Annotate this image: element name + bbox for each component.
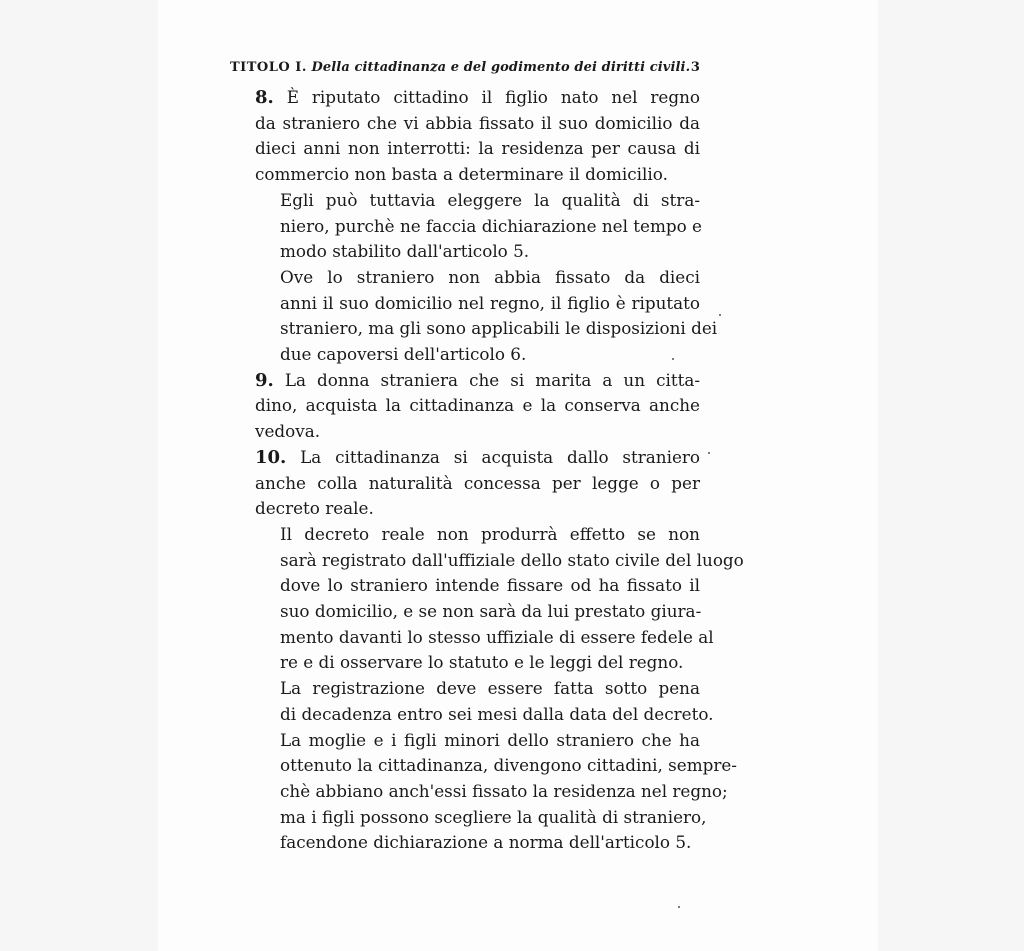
line-text: Il decreto reale non produrrà effetto se non [280, 523, 700, 544]
line-text: sarà registrato dall'uffiziale dello stato civile del luogo [280, 549, 744, 570]
paragraph [230, 676, 714, 727]
text-line [230, 342, 700, 368]
text-line [230, 522, 700, 548]
header-title-text: Della cittadinanza e del godimento dei diritti civili. [311, 60, 691, 75]
article-number: 9. [255, 369, 274, 391]
line-text: da straniero che vi abbia fissato il suo domicilio da [255, 112, 700, 133]
header-title [230, 60, 690, 75]
scan-speck [678, 906, 680, 908]
text-line [230, 779, 728, 805]
text-line [230, 830, 700, 856]
line-text: mento davanti lo stesso uffiziale di essere fedele al [280, 626, 714, 647]
line-text: dove lo straniero intende fissare od ha fissato il [280, 575, 700, 596]
line-text: commercio non basta a determinare il domicilio. [255, 164, 668, 185]
text-line [230, 188, 700, 214]
line-text: decreto reale. [255, 498, 374, 519]
text-line [230, 548, 744, 574]
scan-speck [719, 314, 721, 316]
line-text: due capoversi dell'articolo 6. [280, 344, 527, 365]
text-line [230, 496, 700, 522]
text-line [230, 162, 700, 188]
text-line [230, 136, 700, 162]
text-line [230, 265, 700, 291]
line-text: niero, purchè ne faccia dichiarazione nel tempo e [280, 215, 702, 236]
text-line [230, 419, 700, 445]
text-line [230, 471, 700, 497]
paragraph [230, 265, 718, 368]
line-text: La cittadinanza si acquista dallo straniero [300, 446, 700, 467]
line-text: ma i figli possono scegliere la qualità di straniero, [280, 806, 707, 827]
text-line [230, 753, 737, 779]
text-line [230, 625, 714, 651]
paragraph [230, 728, 737, 857]
text-line [230, 702, 714, 728]
line-text: straniero, ma gli sono applicabili le disposizioni dei [280, 318, 718, 339]
text-line [230, 650, 700, 676]
line-text: anche colla naturalità concessa per legge o per [255, 472, 700, 493]
scan-speck [672, 358, 674, 360]
line-text: anni il suo domicilio nel regno, il figlio è riputato [280, 292, 700, 313]
paragraph [230, 188, 700, 265]
text-line [230, 291, 700, 317]
text-line [230, 573, 700, 599]
article-number: 10. [255, 446, 287, 468]
article-paragraph [230, 445, 700, 522]
text-line [230, 805, 707, 831]
line-text: facendone dichiarazione a norma dell'articolo 5. [280, 832, 692, 853]
header-part-number: TITOLO I. [230, 60, 307, 75]
line-text: È riputato cittadino il figlio nato nel regno [286, 87, 701, 107]
text-line [230, 599, 700, 625]
page-number: 3 [690, 60, 700, 75]
text-line [230, 214, 700, 240]
text-line [230, 728, 700, 754]
text-line [230, 676, 700, 702]
line-text: suo domicilio, e se non sarà da lui prestato giura- [280, 601, 702, 622]
line-text: vedova. [255, 421, 321, 442]
line-text: dino, acquista la cittadinanza e la conserva anche [255, 395, 700, 416]
paragraph [230, 522, 744, 676]
text-line [230, 85, 700, 111]
document-page [230, 60, 744, 856]
text-line [230, 393, 700, 419]
line-text: La registrazione deve essere fatta sotto pena [280, 678, 700, 699]
text-line [230, 239, 700, 265]
line-text: La moglie e i figli minori dello straniero che ha [280, 729, 700, 750]
article-paragraph [230, 85, 700, 188]
line-text: dieci anni non interrotti: la residenza per causa di [255, 138, 700, 159]
running-header [230, 60, 700, 75]
text-line [230, 111, 700, 137]
text-line [230, 445, 700, 471]
line-text: Egli può tuttavia eleggere la qualità di stra- [280, 189, 700, 210]
article-paragraph [230, 368, 700, 445]
article-number: 8. [255, 87, 274, 108]
line-text: chè abbiano anch'essi fissato la residenza nel regno; [280, 780, 728, 801]
line-text: modo stabilito dall'articolo 5. [280, 241, 530, 262]
line-text: re e di osservare lo statuto e le leggi del regno. [280, 652, 684, 673]
scan-speck [708, 452, 710, 454]
text-line [230, 368, 700, 394]
document-body [230, 85, 744, 856]
line-text: ottenuto la cittadinanza, divengono cittadini, sempre- [280, 755, 737, 776]
line-text: La donna straniera che si marita a un citta- [284, 369, 700, 390]
line-text: Ove lo straniero non abbia fissato da dieci [280, 266, 700, 287]
text-line [230, 316, 718, 342]
line-text: di decadenza entro sei mesi dalla data del decreto. [280, 703, 714, 724]
